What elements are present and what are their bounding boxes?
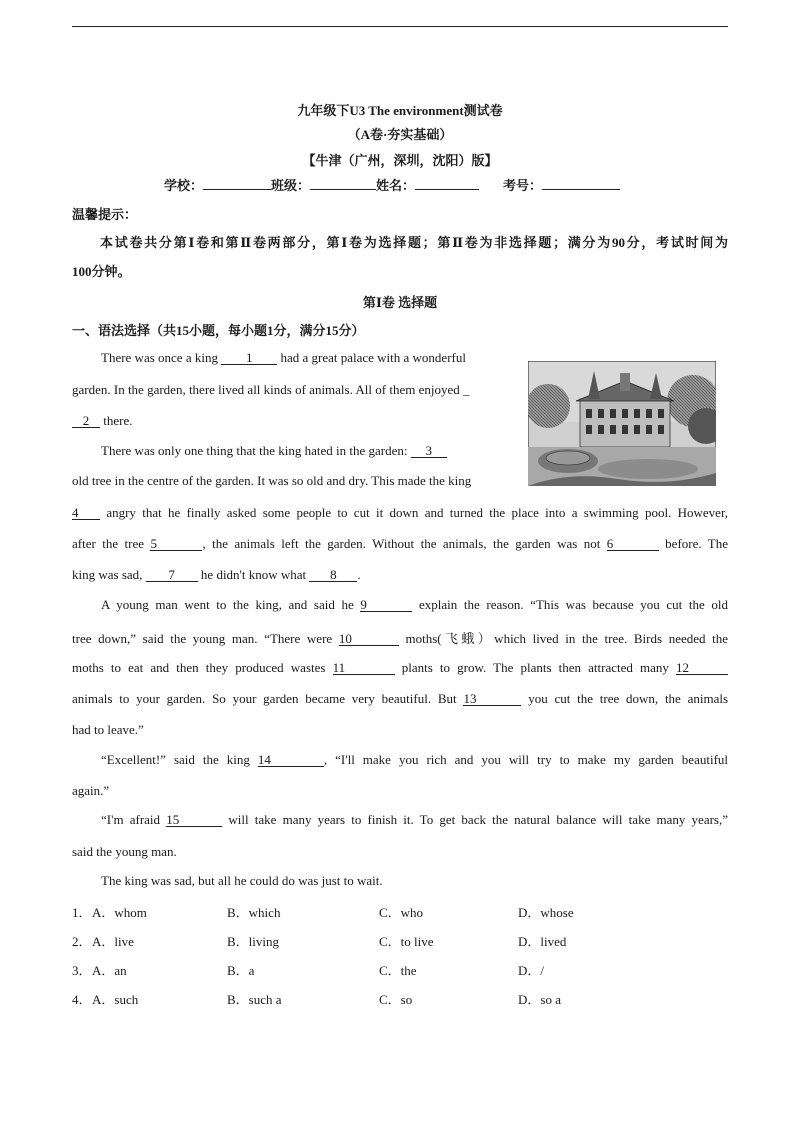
passage-line: old tree in the centre of the garden. It was so old and dry. This made the king	[72, 473, 472, 488]
exam-no-blank[interactable]	[542, 177, 620, 190]
option-c[interactable]: C．to live	[379, 934, 434, 949]
text-run: There was once a king	[101, 350, 218, 365]
option-b[interactable]: B．which	[227, 905, 281, 920]
text-run: there.	[103, 413, 133, 428]
text-run: animals to your garden. So your garden became very beautiful. But	[72, 691, 457, 706]
text-run: There was only one thing that the king hated in the garden:	[101, 443, 408, 458]
question-number: 3．	[72, 963, 92, 978]
passage-line: garden. In the garden, there lived all kinds of animals. All of them enjoyed _	[72, 382, 470, 397]
passage-line: The king was sad, but all he could do was just to wait.	[101, 873, 383, 888]
text-run: tree down,” said the young man. “There were	[72, 631, 333, 646]
text-run: explain the reason. “This was because you cut the old	[419, 597, 729, 612]
option-a[interactable]: A．such	[92, 992, 139, 1007]
blank-15[interactable]: 15	[166, 813, 222, 827]
top-rule	[72, 26, 728, 27]
text-run: will take many years to finish it. To get back the natural balance will take many years,”	[228, 812, 728, 827]
blank-8[interactable]: 8	[309, 568, 357, 582]
passage-line: again.”	[72, 783, 110, 798]
text-run: after the tree	[72, 536, 145, 551]
blank-1[interactable]: 1	[221, 351, 277, 365]
passage-line	[72, 567, 361, 583]
question-number: 1．	[72, 905, 92, 920]
palace-illustration	[528, 361, 716, 486]
blank-14[interactable]: 14	[258, 753, 324, 767]
class-blank[interactable]	[310, 177, 376, 190]
passage-line: had to leave.”	[72, 722, 144, 737]
question-number: 4．	[72, 992, 92, 1007]
option-c[interactable]: C．the	[379, 963, 417, 978]
passage-line	[72, 628, 728, 647]
blank-13[interactable]: 13	[463, 692, 521, 706]
passage-line	[101, 597, 728, 613]
blank-6[interactable]: 6	[607, 537, 659, 551]
option-b[interactable]: B．such a	[227, 992, 282, 1007]
option-d[interactable]: D．so a	[518, 992, 561, 1007]
blank-5[interactable]: 5	[150, 537, 202, 551]
notice-label: 温馨提示：	[72, 207, 138, 222]
edition-label: 【牛津（广州，深圳，沈阳）版】	[302, 153, 498, 168]
text-run: angry that he finally asked some people to cut it down and turned the place into a swimming pool. However,	[106, 505, 729, 520]
question-number: 2．	[72, 934, 92, 949]
passage-line	[101, 812, 728, 828]
exam-no-label: 考号：	[503, 178, 543, 193]
blank-7[interactable]: 7	[146, 568, 198, 582]
blank-3[interactable]: 3	[411, 444, 447, 458]
notice-text-line2: 100分钟。	[72, 264, 131, 279]
text-run: , “I'll make you rich and you will try to make my garden beautiful	[323, 752, 729, 767]
text-run: plants to grow. The plants then attracted many	[401, 660, 669, 675]
text-run: .	[357, 567, 361, 582]
name-blank[interactable]	[415, 177, 479, 190]
blank-4[interactable]: 4	[72, 506, 100, 520]
option-a[interactable]: A．live	[92, 934, 134, 949]
text-run: “I'm afraid	[101, 812, 161, 827]
text-run: moths to eat and then they produced wastes	[72, 660, 326, 675]
school-blank[interactable]	[203, 177, 271, 190]
option-b[interactable]: B．living	[227, 934, 280, 949]
passage-line	[72, 660, 728, 676]
blank-9[interactable]: 9	[360, 598, 412, 612]
blank-12[interactable]: 12	[676, 661, 728, 675]
page-title: 九年级下U3 The environment测试卷	[297, 103, 503, 118]
passage-line	[101, 350, 466, 366]
text-run: he didn't know what	[200, 567, 307, 582]
school-label: 学校：	[164, 178, 204, 193]
passage-line	[72, 536, 728, 552]
passage-line	[101, 443, 447, 459]
section1-title: 一、语法选择（共15小题，每小题1分，满分15分）	[72, 323, 365, 338]
passage-line	[72, 691, 728, 707]
text-run: moths(飞蛾）which lived in the tree. Birds needed the	[405, 631, 729, 646]
option-d[interactable]: D．/	[518, 963, 545, 978]
option-c[interactable]: C．who	[379, 905, 424, 920]
student-info-row	[164, 175, 620, 194]
passage-line	[72, 505, 728, 521]
text-run: you cut the tree down, the animals	[528, 691, 729, 706]
text-run: “Excellent!” said the king	[101, 752, 250, 767]
option-a[interactable]: A．an	[92, 963, 127, 978]
option-a[interactable]: A．whom	[92, 905, 147, 920]
blank-2[interactable]: 2	[72, 414, 100, 428]
option-b[interactable]: B．a	[227, 963, 255, 978]
volume-title: 第Ⅰ卷 选择题	[362, 295, 438, 310]
text-run: before. The	[665, 536, 729, 551]
text-run: A young man went to the king, and said he	[101, 597, 354, 612]
text-run: , the animals left the garden. Without the animals, the garden was not	[202, 536, 601, 551]
option-d[interactable]: D．lived	[518, 934, 567, 949]
page-subtitle: （A卷·夯实基础）	[347, 127, 453, 142]
name-label: 姓名：	[376, 178, 416, 193]
notice-text-line1: 本试卷共分第Ⅰ卷和第Ⅱ卷两部分，第Ⅰ卷为选择题；第Ⅱ卷为非选择题；满分为90分，考试时间为	[100, 235, 728, 250]
blank-10[interactable]: 10	[339, 632, 399, 646]
text-run: had a great palace with a wonderful	[280, 350, 466, 365]
passage-line	[72, 413, 132, 429]
class-label: 班级：	[271, 178, 311, 193]
passage-line: said the young man.	[72, 844, 177, 859]
option-c[interactable]: C．so	[379, 992, 413, 1007]
option-d[interactable]: D．whose	[518, 905, 574, 920]
passage-line	[101, 752, 728, 768]
blank-11[interactable]: 11	[333, 661, 395, 675]
text-run: king was sad,	[72, 567, 143, 582]
